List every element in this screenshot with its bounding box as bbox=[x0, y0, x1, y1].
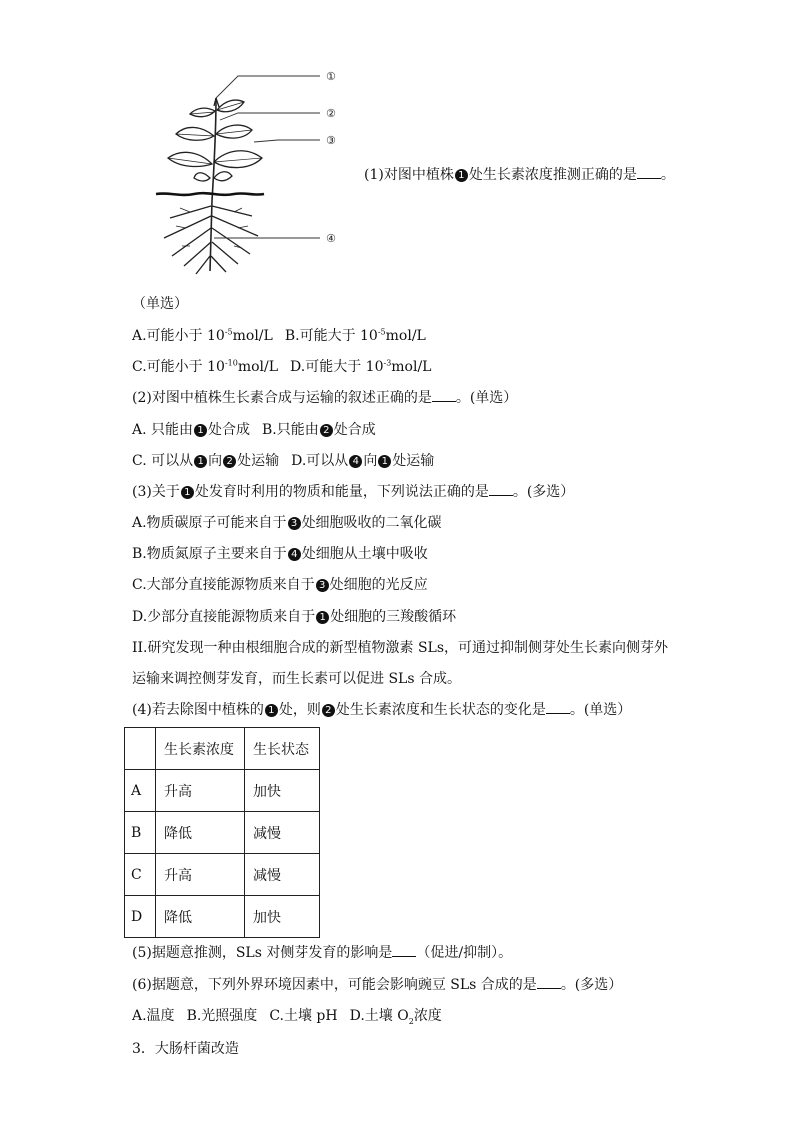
circled-number-icon: 1 bbox=[265, 704, 278, 717]
q1-stem: (1)对图中植株 1 处生长素浓度推测正确的是 。 bbox=[364, 167, 675, 183]
answer-blank bbox=[637, 166, 661, 179]
q2-options-cd: C. 可以从 1 向 2 处运输 D.可以从 4 向 1 处运输 bbox=[132, 453, 435, 469]
answer-blank bbox=[546, 701, 570, 714]
header-auxin: 生长素浓度 bbox=[156, 728, 245, 770]
circled-number-icon: 1 bbox=[378, 455, 391, 468]
q4-stem: (4)若去除图中植株的 1 处，则 2 处生长素浓度和生长状态的变化是 。(单选） bbox=[132, 702, 632, 718]
circled-number-icon: 2 bbox=[320, 424, 333, 437]
table-row: A 升高 加快 bbox=[125, 770, 320, 812]
q6-options: A.温度 B.光照强度 C.土壤 pH D.土壤 $O_2$浓度 bbox=[132, 1008, 442, 1026]
q3-option-c: C.大部分直接能源物质来自于 3 处细胞的光反应 bbox=[132, 577, 428, 593]
circled-number-icon: 1 bbox=[194, 455, 207, 468]
table-row: C 升高 减慢 bbox=[125, 854, 320, 896]
table-row: B 降低 减慢 bbox=[125, 812, 320, 854]
circled-number-icon: 3 bbox=[288, 517, 301, 530]
q3-option-d: D.少部分直接能源物质来自于 1 处细胞的三羧酸循环 bbox=[132, 609, 457, 625]
q6-stem: (6)据题意，下列外界环境因素中，可能会影响豌豆 SLs 合成的是 。(多选） bbox=[132, 977, 623, 993]
circled-number-icon: 1 bbox=[316, 611, 329, 624]
circled-number-icon: 1 bbox=[194, 424, 207, 437]
answer-blank bbox=[489, 483, 513, 496]
q1-options-ab: A.可能小于 $10^{-5}mol/L$ B.可能大于 $10^{-5}mol/L$ bbox=[132, 327, 426, 344]
q3-option-a: A.物质碳原子可能来自于 3 处细胞吸收的二氧化碳 bbox=[132, 515, 442, 531]
circled-number-icon: 1 bbox=[181, 486, 194, 499]
q3-stem: (3)关于 1 处发育时利用的物质和能量，下列说法正确的是 。(多选） bbox=[132, 484, 575, 500]
table-row: D 降低 加快 bbox=[125, 896, 320, 938]
circled-number-icon: 2 bbox=[223, 455, 236, 468]
label-2: ② bbox=[326, 107, 336, 120]
answer-blank bbox=[537, 976, 561, 989]
circled-number-icon: 4 bbox=[288, 548, 301, 561]
label-3: ③ bbox=[326, 134, 336, 147]
q4-options-table bbox=[124, 727, 320, 938]
section2-line2: 运输来调控侧芽发育，而生长素可以促进 SLs 合成。 bbox=[132, 671, 461, 687]
answer-blank bbox=[432, 389, 456, 402]
circled-number-icon: 4 bbox=[349, 455, 362, 468]
label-4: ④ bbox=[326, 232, 336, 245]
plant-diagram bbox=[150, 66, 350, 281]
q2-options-ab: A. 只能由 1 处合成 B.只能由 2 处合成 bbox=[132, 422, 376, 438]
table-header-row bbox=[125, 728, 320, 770]
circled-number-icon: 3 bbox=[316, 579, 329, 592]
label-1: ① bbox=[326, 70, 336, 83]
q3-option-b: B.物质氮原子主要来自于 4 处细胞从土壤中吸收 bbox=[132, 546, 428, 562]
q1-options-cd: C.可能小于 $10^{-10}mol/L$ D.可能大于 $10^{-3}mol/L$ bbox=[132, 358, 432, 375]
section2-line1: II.研究发现一种由根细胞合成的新型植物激素 SLs，可通过抑制侧芽处生长素向侧芽外 bbox=[132, 640, 669, 656]
circled-number-icon: 2 bbox=[322, 704, 335, 717]
q1-type: （单选） bbox=[132, 296, 188, 312]
next-question-title: 3．大肠杆菌改造 bbox=[132, 1041, 239, 1057]
q5-stem: (5)据题意推测，SLs 对侧芽发育的影响是 （促进/抑制）。 bbox=[132, 945, 513, 961]
answer-blank bbox=[392, 944, 416, 957]
header-growth: 生长状态 bbox=[245, 728, 320, 770]
q2-stem: (2)对图中植株生长素合成与运输的叙述正确的是 。(单选） bbox=[132, 390, 518, 406]
circled-number-icon: 1 bbox=[455, 169, 468, 182]
